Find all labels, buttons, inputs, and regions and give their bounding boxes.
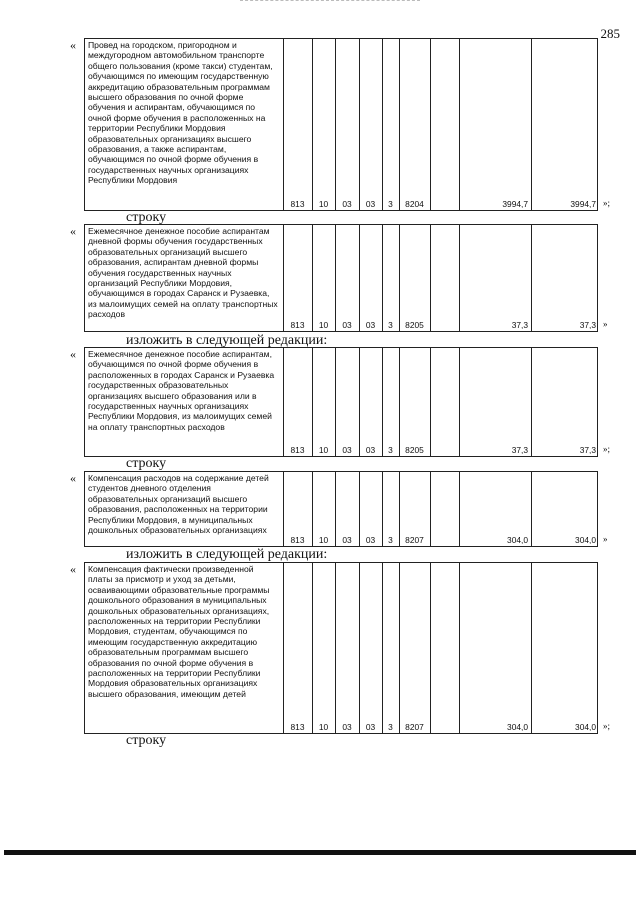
row-description: Ежемесячное денежное пособие аспирантам дневной формы обучения государственных образовательных организаций высшего образования, аспирантам дневной формы обучения государственных научных организаций Республики Мордовия, обучающимся в городах Саранск и Рузаевка, из малоимущих семей на оплату транспортных расходов xyxy=(88,226,278,320)
budget-table-row xyxy=(84,562,598,734)
column-divider xyxy=(359,348,360,456)
column-divider xyxy=(359,39,360,210)
caption-izlozhit: изложить в следующей редакции: xyxy=(126,333,328,348)
close-quote: » xyxy=(603,319,608,329)
caption-izlozhit: изложить в следующей редакции: xyxy=(126,547,328,562)
column-divider xyxy=(359,225,360,331)
code-subsection: 03 xyxy=(342,445,352,455)
row-description: Компенсация фактически произведенной платы за присмотр и уход за детьми, осваивающими образовательные программы дошкольного образования в муниципальных дошкольных образовательных организациях, расположенных на территории Республики Мордовия, студентам, обучающимся по имеющим государственную аккредитацию образовательным программам высшего образования по очной форме обучения в расположенных на территории Республики Мордовия образовательных организациях высшего образования, имеющим детей xyxy=(88,564,270,699)
code-ministry: 813 xyxy=(290,320,305,330)
amount-2: 37,3 xyxy=(579,320,596,330)
column-divider xyxy=(382,348,383,456)
column-divider xyxy=(312,225,313,331)
caption-stroku: строку xyxy=(126,210,167,225)
code-direction: 8204 xyxy=(405,199,424,209)
column-divider xyxy=(531,563,532,733)
code-section: 10 xyxy=(318,320,329,330)
close-quote: »; xyxy=(603,721,611,731)
code-subprogram: 3 xyxy=(388,535,393,545)
scan-header-artifact xyxy=(240,0,420,6)
budget-table-row xyxy=(84,347,598,457)
column-divider xyxy=(430,563,431,733)
column-divider xyxy=(335,39,336,210)
column-divider xyxy=(459,225,460,331)
code-section: 10 xyxy=(318,722,329,732)
close-quote: » xyxy=(603,534,608,544)
amount-1: 37,3 xyxy=(511,320,528,330)
code-subsection: 03 xyxy=(342,320,352,330)
code-subprogram: 3 xyxy=(388,199,393,209)
amount-2: 3994,7 xyxy=(570,199,596,209)
code-program: 03 xyxy=(365,535,376,545)
column-divider xyxy=(531,348,532,456)
scan-edge-bar xyxy=(4,850,636,855)
column-divider xyxy=(283,225,284,331)
column-divider xyxy=(283,563,284,733)
code-direction: 8207 xyxy=(405,535,424,545)
column-divider xyxy=(312,39,313,210)
code-subprogram: 3 xyxy=(388,320,393,330)
open-quote: « xyxy=(70,562,76,576)
amount-1: 304,0 xyxy=(507,722,528,732)
code-section: 10 xyxy=(318,535,329,545)
amount-2: 304,0 xyxy=(575,535,596,545)
code-direction: 8207 xyxy=(405,722,424,732)
column-divider xyxy=(430,39,431,210)
code-program: 03 xyxy=(365,722,376,732)
column-divider xyxy=(459,348,460,456)
close-quote: »; xyxy=(603,444,611,454)
column-divider xyxy=(459,39,460,210)
code-subsection: 03 xyxy=(342,722,352,732)
code-section: 10 xyxy=(318,445,329,455)
code-subprogram: 3 xyxy=(388,445,393,455)
column-divider xyxy=(430,225,431,331)
close-quote: »; xyxy=(603,198,611,208)
column-divider xyxy=(312,563,313,733)
column-divider xyxy=(430,348,431,456)
column-divider xyxy=(459,563,460,733)
code-ministry: 813 xyxy=(290,199,305,209)
column-divider xyxy=(382,225,383,331)
code-ministry: 813 xyxy=(290,535,305,545)
code-program: 03 xyxy=(365,445,376,455)
column-divider xyxy=(312,348,313,456)
budget-table-row xyxy=(84,38,598,211)
row-description: Компенсация расходов на содержание детей студентов дневного отделения образовательных организаций высшего образования, расположенных на территории Республики Мордовия, в муниципальных дошкольных образовательных организациях xyxy=(88,473,269,536)
code-direction: 8205 xyxy=(405,320,424,330)
code-direction: 8205 xyxy=(405,445,424,455)
code-subsection: 03 xyxy=(342,199,352,209)
column-divider xyxy=(399,225,400,331)
column-divider xyxy=(399,563,400,733)
amount-1: 304,0 xyxy=(507,535,528,545)
code-program: 03 xyxy=(365,320,376,330)
amount-1: 37,3 xyxy=(511,445,528,455)
column-divider xyxy=(283,39,284,210)
code-ministry: 813 xyxy=(290,722,305,732)
column-divider xyxy=(335,563,336,733)
budget-table-row xyxy=(84,471,598,547)
page-number: 285 xyxy=(600,26,620,41)
caption-stroku: строку xyxy=(126,733,167,748)
open-quote: « xyxy=(70,38,76,52)
amount-2: 37,3 xyxy=(579,445,596,455)
column-divider xyxy=(335,225,336,331)
open-quote: « xyxy=(70,471,76,485)
row-description: Ежемесячное денежное пособие аспирантам, обучающимся по очной форме обучения в расположенных в городах Саранск и Рузаевка государственных образовательных организациях высшего образования или в государственных научных организациях Республики Мордовия, из малоимущих семей на оплату транспортных расходов xyxy=(88,349,275,432)
column-divider xyxy=(531,39,532,210)
budget-table-row xyxy=(84,224,598,332)
column-divider xyxy=(382,563,383,733)
column-divider xyxy=(283,348,284,456)
code-ministry: 813 xyxy=(290,445,305,455)
code-program: 03 xyxy=(365,199,376,209)
column-divider xyxy=(359,563,360,733)
code-subprogram: 3 xyxy=(388,722,393,732)
column-divider xyxy=(399,348,400,456)
amount-1: 3994,7 xyxy=(502,199,528,209)
amount-2: 304,0 xyxy=(575,722,596,732)
column-divider xyxy=(399,39,400,210)
column-divider xyxy=(382,39,383,210)
column-divider xyxy=(430,472,431,546)
row-description: Провед на городском, пригородном и междугородном автомобильном транспорте общего пользования (кроме такси) студентам, обучающимся по имеющим государственную аккредитацию образовательным программам высшего образования по очной форме обучения и аспирантам, обучающимся по очной форме обучения в расположенных на территории Республики Мордовия образовательных организациях высшего образования, а также аспирантам, обучающимся по очной форме обучения в государственных научных организациях Республики Мордовия xyxy=(88,40,273,186)
column-divider xyxy=(531,225,532,331)
code-section: 10 xyxy=(318,199,329,209)
caption-stroku: строку xyxy=(126,456,167,471)
column-divider xyxy=(335,348,336,456)
code-subsection: 03 xyxy=(342,535,352,545)
open-quote: « xyxy=(70,224,76,238)
open-quote: « xyxy=(70,347,76,361)
